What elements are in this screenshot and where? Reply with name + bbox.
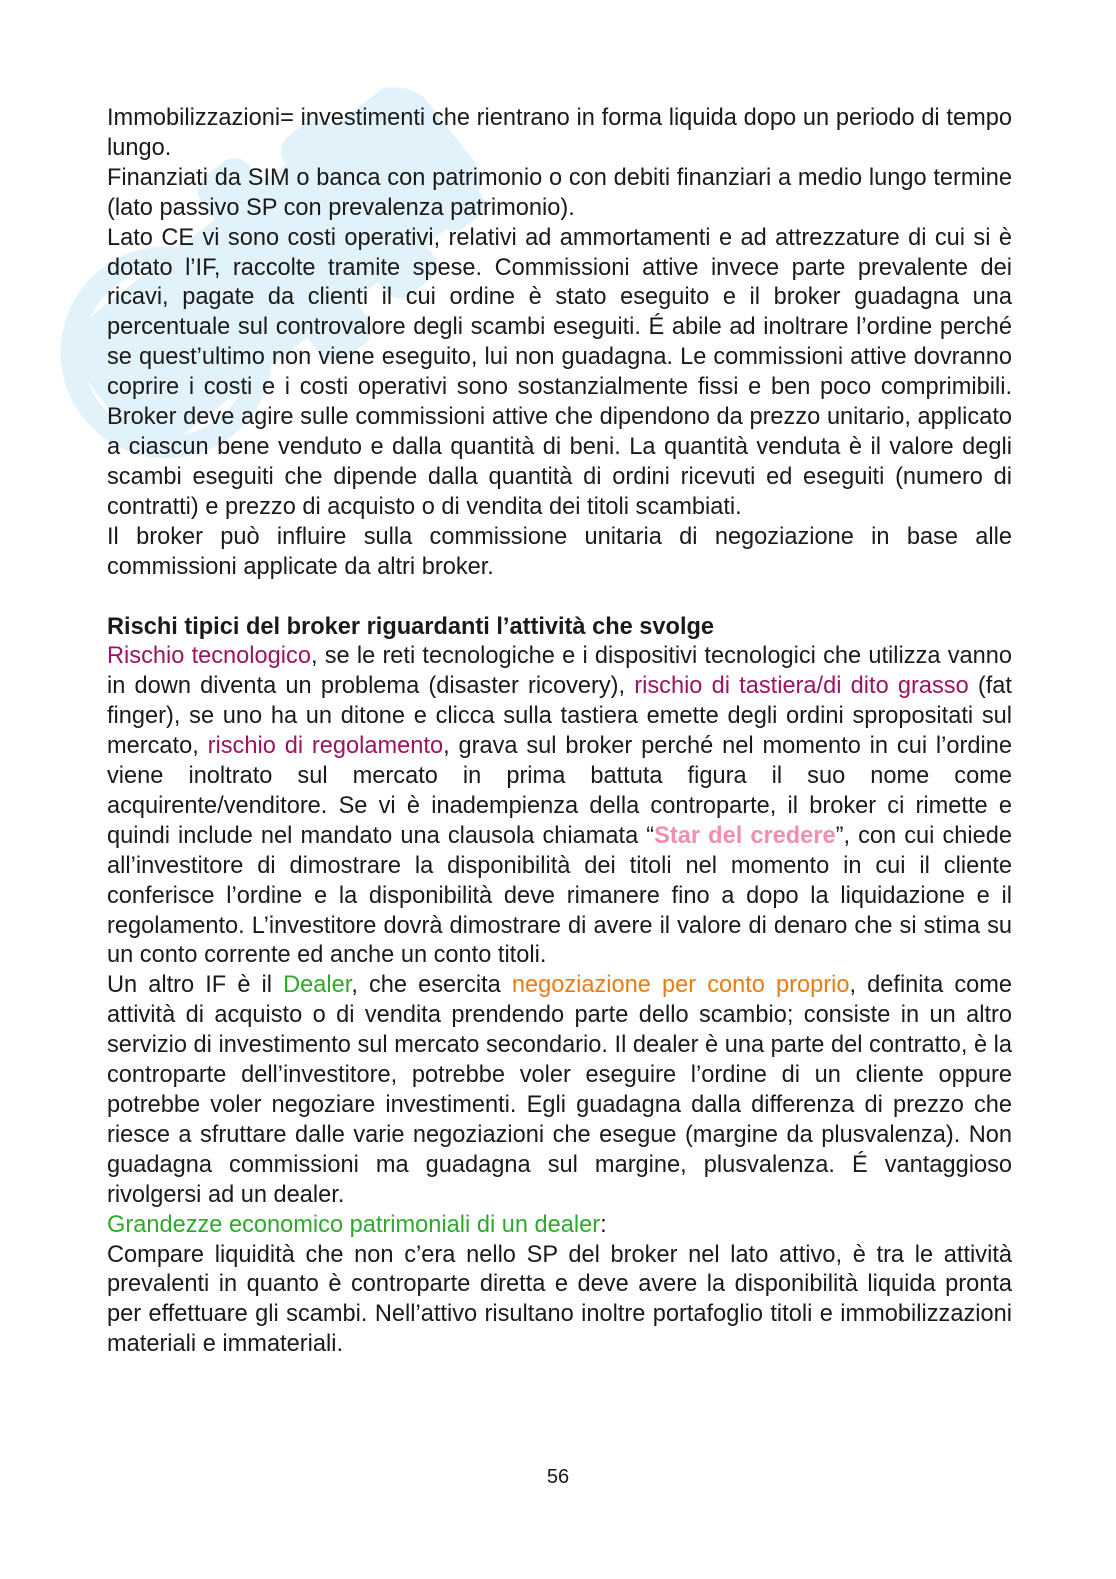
paragraph-conto-economico: Lato CE vi sono costi operativi, relativi ad ammortamenti e ad attrezzature di cui si è dotato l’IF, raccolte tramite spese. Commissioni attive invece parte prevalente dei ricavi, pagate da clienti il cui ordine è stato eseguito e il broker guadagna una percentuale sul controvalore degli scambi eseguiti. É abile ad inoltrare l’ordine perché se quest’ultimo non viene eseguito, lui non guadagna. Le commissioni attive dovranno coprire i costi e i costi operativi sono sostanzialmente fissi e ben poco comprimibili. Broker deve agire sulle commissioni attive che dipendono da prezzo unitario, applicato a ciascun bene venduto e dalla quantità di beni. La quantità venduta è il valore degli scambi eseguiti che dipende dalla quantità di ordini ricevuti ed eseguiti (numero di contratti) e prezzo di acquisto o di vendita dei titoli scambiati. — [107, 224, 1012, 520]
page-number: 56 — [546, 1466, 570, 1488]
dealer-text: Un altro IF è il — [107, 972, 284, 999]
paragraph-liquidita: Compare liquidità che non c’era nello SP del broker nel lato attivo, è tra le attività prevalenti in quanto è controparte diretta e deve avere la disponibilità liquida pronta per effettuare gli scambi. Nell’attivo risultano inoltre portafoglio titoli e immobilizzazioni materiali e immateriali. — [107, 1241, 1012, 1358]
paragraph-finanziamento: Finanziati da SIM o banca con patrimonio o con debiti finanziari a medio lungo termine (lato passivo SP con prevalenza patrimonio). — [107, 164, 1012, 221]
term-grandezze: Grandezze economico patrimoniali di un dealer — [107, 1211, 601, 1238]
section-heading: Rischi tipici del broker riguardanti l’attività che svolge — [107, 613, 715, 640]
spacer — [107, 583, 1012, 613]
term-rischio-dito-grasso: rischio di tastiera/di dito grasso — [634, 673, 969, 700]
dealer-text: , definita come attività di acquisto o di vendita prendendo parte dello scambio; consiste in un altro servizio di investimento sul mercato secondario. Il dealer è una parte del contratto, è la controparte dell’investitore, potrebbe voler eseguire l’ordine di un cliente oppure potrebbe voler negoziare investimenti. Egli guadagna dalla differenza di prezzo che riesce a sfruttare dalle varie negoziazioni che esegue (margine da plusvalenza). Non guadagna commissioni ma guadagna sul margine, plusvalenza. É vantaggioso rivolgersi ad un dealer. — [107, 972, 1013, 1208]
risk-text: , se le reti tecnologiche e i dispositivi tecnologici che utilizza vanno in down diventa un problema (disaster ricovery), — [107, 643, 1012, 700]
term-star-del-credere: Star del credere — [654, 822, 836, 849]
paragraph-immobilizzazioni: Immobilizzazioni= investimenti che rientrano in forma liquida dopo un periodo di tempo lungo. — [107, 105, 1012, 161]
paragraph-dealer — [107, 971, 1012, 1210]
term-rischio-regolamento: rischio di regolamento — [207, 733, 444, 760]
document-body — [107, 104, 1012, 1360]
risk-text: , grava sul broker perché nel momento in cui l’ordine viene inoltrato sul mercato in prima battuta figura il suo nome come acquirente/venditore. Se vi è inadempienza della controparte, il broker ci rimette e quindi include nel mandato una clausola chiamata “ — [107, 733, 1012, 849]
risk-text: (fat finger), se uno ha un ditone e clicca sulla tastiera emette degli ordini spropositati sul mercato, — [107, 673, 1012, 760]
term-negoziazione-conto-proprio: negoziazione per conto proprio — [511, 972, 850, 999]
term-dealer: Dealer — [283, 972, 352, 999]
subheading-grandezze — [107, 1211, 1012, 1241]
colon: : — [600, 1211, 607, 1238]
dealer-text: , che esercita — [351, 972, 512, 999]
term-rischio-tecnologico: Rischio tecnologico — [107, 643, 311, 670]
paragraph-rischi — [107, 642, 1012, 971]
paragraph-commissione-unitaria: Il broker può influire sulla commissione unitaria di negoziazione in base alle commissioni applicate da altri broker. — [107, 523, 1012, 580]
risk-text: ”, con cui chiede all’investitore di dimostrare la disponibilità dei titoli nel momento in cui il cliente conferisce l’ordine e la disponibilità deve rimanere fino a dopo la liquidazione e il regolamento. L’investitore dovrà dimostrare di avere il valore di denaro che si stima su un conto corrente ed anche un conto titoli. — [107, 822, 1012, 969]
